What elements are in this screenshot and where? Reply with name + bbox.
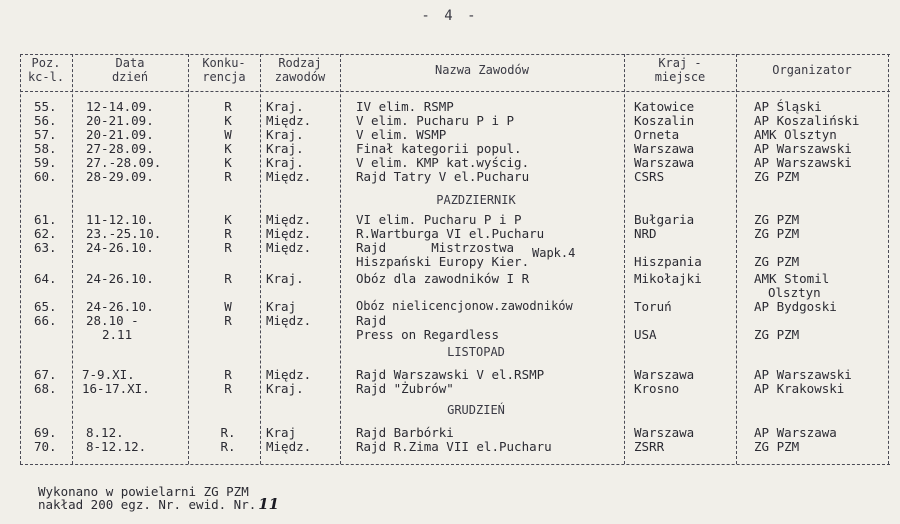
cell-nazwa: Rajd Barbórki bbox=[356, 425, 454, 440]
cell-rodzaj: Międz. bbox=[266, 212, 312, 227]
cell-nazwa: Rajd Tatry V el.Pucharu bbox=[356, 169, 530, 184]
cell-kraj: Koszalin bbox=[634, 113, 695, 128]
cell-date: 24-26.10. bbox=[86, 240, 154, 255]
cell-organizator: AP Warszawski bbox=[754, 141, 852, 156]
cell-konkurencja: K bbox=[224, 155, 232, 170]
cell-konkurencja: W bbox=[224, 299, 232, 314]
cell-rodzaj: Kraj. bbox=[266, 99, 304, 114]
table-row bbox=[20, 128, 890, 141]
cell-organizator: AP Warszawa bbox=[754, 425, 837, 440]
header-bottom-rule bbox=[20, 91, 890, 92]
header-kraj: Kraj - miejsce bbox=[654, 56, 706, 84]
table-row bbox=[20, 286, 890, 299]
cell-organizator: ZG PZM bbox=[754, 439, 800, 454]
cell-poz: 58. bbox=[34, 141, 57, 156]
cell-nazwa: VI elim. Pucharu P i P bbox=[356, 212, 522, 227]
cell-nazwa: V elim. WSMP bbox=[356, 127, 447, 142]
cell-date: 28.10 - bbox=[86, 313, 139, 328]
cell-date: 24-26.10. bbox=[86, 271, 154, 286]
cell-konkurencja: K bbox=[224, 141, 232, 156]
cell-nazwa: Hiszpański Europy Kier. bbox=[356, 254, 530, 269]
cell-kraj: Warszawa bbox=[634, 141, 695, 156]
cell-date: 20-21.09. bbox=[86, 127, 154, 142]
header-organizator: Organizator bbox=[772, 63, 852, 77]
cell-poz: 59. bbox=[34, 155, 57, 170]
wapk-note: Wapk.4 bbox=[532, 246, 576, 260]
cell-nazwa: Rajd "Żubrów" bbox=[356, 381, 454, 396]
cell-konkurencja: R bbox=[224, 240, 232, 255]
table-row bbox=[20, 314, 890, 327]
cell-kraj: CSRS bbox=[634, 169, 665, 184]
cell-konkurencja: R bbox=[224, 381, 232, 396]
table-top-rule bbox=[20, 54, 890, 55]
header-nazwa: Nazwa Zawodów bbox=[435, 63, 529, 77]
cell-nazwa: Rajd Mistrzostwa bbox=[356, 240, 515, 255]
table-row bbox=[20, 255, 890, 268]
table-row bbox=[20, 440, 890, 453]
cell-poz: 57. bbox=[34, 127, 57, 142]
cell-poz: 65. bbox=[34, 299, 57, 314]
cell-organizator: ZG PZM bbox=[754, 226, 800, 241]
table-row bbox=[20, 100, 890, 113]
cell-poz: 67. bbox=[34, 367, 57, 382]
cell-kraj: Warszawa bbox=[634, 425, 695, 440]
cell-kraj: NRD bbox=[634, 226, 657, 241]
cell-organizator: AP Krakowski bbox=[754, 381, 845, 396]
cell-konkurencja: R bbox=[224, 226, 232, 241]
table-row bbox=[20, 426, 890, 439]
cell-date: 11-12.10. bbox=[86, 212, 154, 227]
cell-date: 27-28.09. bbox=[86, 141, 154, 156]
cell-poz: 63. bbox=[34, 240, 57, 255]
cell-rodzaj: Międz. bbox=[266, 169, 312, 184]
cell-rodzaj: Kraj. bbox=[266, 141, 304, 156]
cell-nazwa: Rajd Warszawski V el.RSMP bbox=[356, 367, 545, 382]
cell-organizator: AMK Olsztyn bbox=[754, 127, 837, 142]
header-rodzaj: Rodzaj zawodów bbox=[274, 56, 326, 84]
cell-kraj: Katowice bbox=[634, 99, 695, 114]
cell-rodzaj: Kraj bbox=[266, 299, 297, 314]
cell-kraj: USA bbox=[634, 327, 657, 342]
cell-organizator: AP Koszaliński bbox=[754, 113, 860, 128]
cell-nazwa: Press on Regardless bbox=[356, 327, 499, 342]
cell-konkurencja: R. bbox=[220, 439, 236, 454]
footer-line-2-text: nakład 200 egz. Nr. ewid. Nr. bbox=[38, 497, 257, 512]
cell-organizator: AP Bydgoski bbox=[754, 299, 837, 314]
cell-organizator: AMK Stomil bbox=[754, 271, 830, 286]
cell-kraj: Warszawa bbox=[634, 155, 695, 170]
cell-organizator: Olsztyn bbox=[768, 285, 821, 300]
cell-rodzaj: Międz. bbox=[266, 113, 312, 128]
cell-date: 8-12.12. bbox=[86, 439, 147, 454]
cell-date: 7-9.XI. bbox=[82, 367, 135, 382]
table-row bbox=[20, 213, 890, 226]
cell-poz: 68. bbox=[34, 381, 57, 396]
cell-kraj: Toruń bbox=[634, 299, 672, 314]
cell-date: 24-26.10. bbox=[86, 299, 154, 314]
footer-line-2 bbox=[38, 495, 280, 513]
cell-date: 20-21.09. bbox=[86, 113, 154, 128]
table-row bbox=[20, 227, 890, 240]
cell-konkurencja: R bbox=[224, 169, 232, 184]
page-number: - 4 - bbox=[421, 8, 479, 24]
cell-date: 27.-28.09. bbox=[86, 155, 162, 170]
cell-rodzaj: Kraj. bbox=[266, 381, 304, 396]
cell-poz: 61. bbox=[34, 212, 57, 227]
cell-date: 8.12. bbox=[86, 425, 124, 440]
cell-konkurencja: R bbox=[224, 271, 232, 286]
cell-konkurencja: K bbox=[224, 113, 232, 128]
events-table bbox=[20, 48, 890, 466]
table-row bbox=[20, 156, 890, 169]
cell-poz: 69. bbox=[34, 425, 57, 440]
table-row bbox=[20, 272, 890, 285]
cell-date: 16-17.XI. bbox=[82, 381, 150, 396]
cell-kraj: Krosno bbox=[634, 381, 680, 396]
cell-nazwa: Rajd bbox=[356, 313, 387, 328]
cell-nazwa: Obóz nielicencjonow.zawodników bbox=[356, 299, 573, 313]
cell-rodzaj: Międz. bbox=[266, 367, 312, 382]
cell-poz: 64. bbox=[34, 271, 57, 286]
cell-konkurencja: W bbox=[224, 127, 232, 142]
table-row bbox=[20, 328, 890, 341]
cell-poz: 56. bbox=[34, 113, 57, 128]
section-heading-listopad: LISTOPAD bbox=[447, 345, 505, 359]
table-row bbox=[20, 114, 890, 127]
cell-kraj: Mikołajki bbox=[634, 271, 702, 286]
cell-rodzaj: Międz. bbox=[266, 439, 312, 454]
cell-rodzaj: Kraj. bbox=[266, 155, 304, 170]
cell-rodzaj: Międz. bbox=[266, 313, 312, 328]
cell-organizator: ZG PZM bbox=[754, 327, 800, 342]
cell-poz: 60. bbox=[34, 169, 57, 184]
cell-nazwa: IV elim. RSMP bbox=[356, 99, 454, 114]
footer-note bbox=[38, 485, 279, 511]
cell-date: 12-14.09. bbox=[86, 99, 154, 114]
cell-date: 23.-25.10. bbox=[86, 226, 162, 241]
section-heading-pazdziernik: PAZDZIERNIK bbox=[436, 193, 516, 207]
cell-date: 2.11 bbox=[102, 327, 133, 342]
header-konkurencja: Konku- rencja bbox=[202, 56, 246, 84]
cell-date: 28-29.09. bbox=[86, 169, 154, 184]
cell-rodzaj: Kraj. bbox=[266, 271, 304, 286]
footer-line-1: Wykonano w powielarni ZG PZM bbox=[38, 484, 249, 499]
cell-poz: 66. bbox=[34, 313, 57, 328]
table-bottom-rule bbox=[20, 464, 890, 465]
cell-rodzaj: Międz. bbox=[266, 240, 312, 255]
table-row bbox=[20, 300, 890, 313]
cell-poz: 62. bbox=[34, 226, 57, 241]
cell-rodzaj: Kraj bbox=[266, 425, 297, 440]
header-poz: Poz. kc-l. bbox=[27, 56, 65, 84]
cell-nazwa: Finał kategorii popul. bbox=[356, 141, 522, 156]
cell-nazwa: Rajd R.Zima VII el.Pucharu bbox=[356, 439, 552, 454]
cell-kraj: Warszawa bbox=[634, 367, 695, 382]
cell-rodzaj: Międz. bbox=[266, 226, 312, 241]
table-row bbox=[20, 241, 890, 254]
cell-kraj: Orneta bbox=[634, 127, 680, 142]
table-row bbox=[20, 382, 890, 395]
cell-konkurencja: R bbox=[224, 99, 232, 114]
cell-rodzaj: Kraj. bbox=[266, 127, 304, 142]
cell-konkurencja: R bbox=[224, 313, 232, 328]
table-row bbox=[20, 142, 890, 155]
cell-organizator: ZG PZM bbox=[754, 212, 800, 227]
cell-konkurencja: K bbox=[224, 212, 232, 227]
cell-nazwa: V elim. KMP kat.wyścig. bbox=[356, 155, 530, 170]
cell-kraj: Hiszpania bbox=[634, 254, 702, 269]
handwritten-number: 11 bbox=[258, 495, 280, 513]
cell-organizator: AP Śląski bbox=[754, 99, 822, 114]
cell-nazwa: Obóz dla zawodników I R bbox=[356, 271, 530, 286]
cell-kraj: ZSRR bbox=[634, 439, 665, 454]
cell-nazwa: V elim. Pucharu P i P bbox=[356, 113, 515, 128]
cell-nazwa: R.Wartburga VI el.Pucharu bbox=[356, 226, 545, 241]
cell-organizator: ZG PZM bbox=[754, 169, 800, 184]
table-row bbox=[20, 368, 890, 381]
cell-kraj: Bułgaria bbox=[634, 212, 695, 227]
table-row bbox=[20, 170, 890, 183]
cell-organizator: AP Warszawski bbox=[754, 367, 852, 382]
header-date: Data dzień bbox=[111, 56, 149, 84]
cell-poz: 70. bbox=[34, 439, 57, 454]
cell-konkurencja: R. bbox=[220, 425, 236, 440]
section-heading-grudzien: GRUDZIEŃ bbox=[447, 403, 505, 417]
cell-konkurencja: R bbox=[224, 367, 232, 382]
cell-poz: 55. bbox=[34, 99, 57, 114]
cell-organizator: AP Warszawski bbox=[754, 155, 852, 170]
cell-organizator: ZG PZM bbox=[754, 254, 800, 269]
